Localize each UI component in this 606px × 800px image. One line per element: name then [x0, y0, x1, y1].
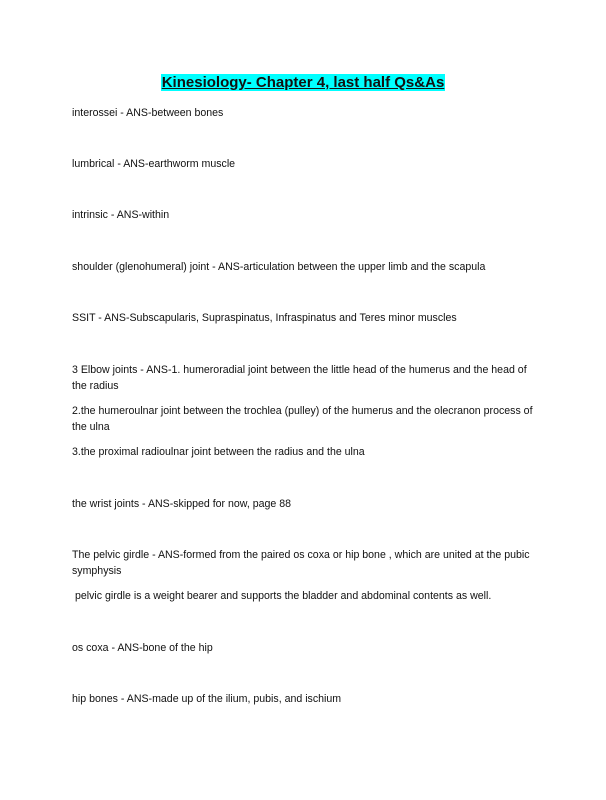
qa-entry-shoulder-joint: shoulder (glenohumeral) joint - ANS-articulation between the upper limb and the scapula [72, 261, 486, 273]
qa-entry-wrist-joints: the wrist joints - ANS-skipped for now, page 88 [72, 498, 292, 510]
qa-entry-ssit: SSIT - ANS-Subscapularis, Supraspinatus, Infraspinatus and Teres minor muscles [72, 312, 457, 324]
qa-entry-os-coxa: os coxa - ANS-bone of the hip [72, 642, 213, 654]
qa-entry-pelvic-girdle-note: pelvic girdle is a weight bearer and supports the bladder and abdominal contents as well. [72, 590, 492, 602]
qa-entry-elbow-joint-2: 2.the humeroulnar joint between the trochlea (pulley) of the humerus and the olecranon process of the ulna [72, 405, 533, 433]
qa-entry-lumbrical: lumbrical - ANS-earthworm muscle [72, 158, 236, 170]
page-title [0, 74, 606, 92]
qa-entry-intrinsic: intrinsic - ANS-within [72, 209, 170, 221]
qa-entry-hip-bones: hip bones - ANS-made up of the ilium, pubis, and ischium [72, 693, 342, 705]
title-text: Kinesiology- Chapter 4, last half Qs&As [161, 74, 445, 91]
qa-entry-pelvic-girdle: The pelvic girdle - ANS-formed from the paired os coxa or hip bone , which are united at the pubic symphysis [72, 549, 530, 577]
qa-entry-elbow-joint-3: 3.the proximal radioulnar joint between the radius and the ulna [72, 446, 365, 458]
qa-entry-interossei: interossei - ANS-between bones [72, 107, 224, 119]
qa-entry-elbow-joints: 3 Elbow joints - ANS-1. humeroradial joint between the little head of the humerus and the head of the radius [72, 364, 527, 392]
